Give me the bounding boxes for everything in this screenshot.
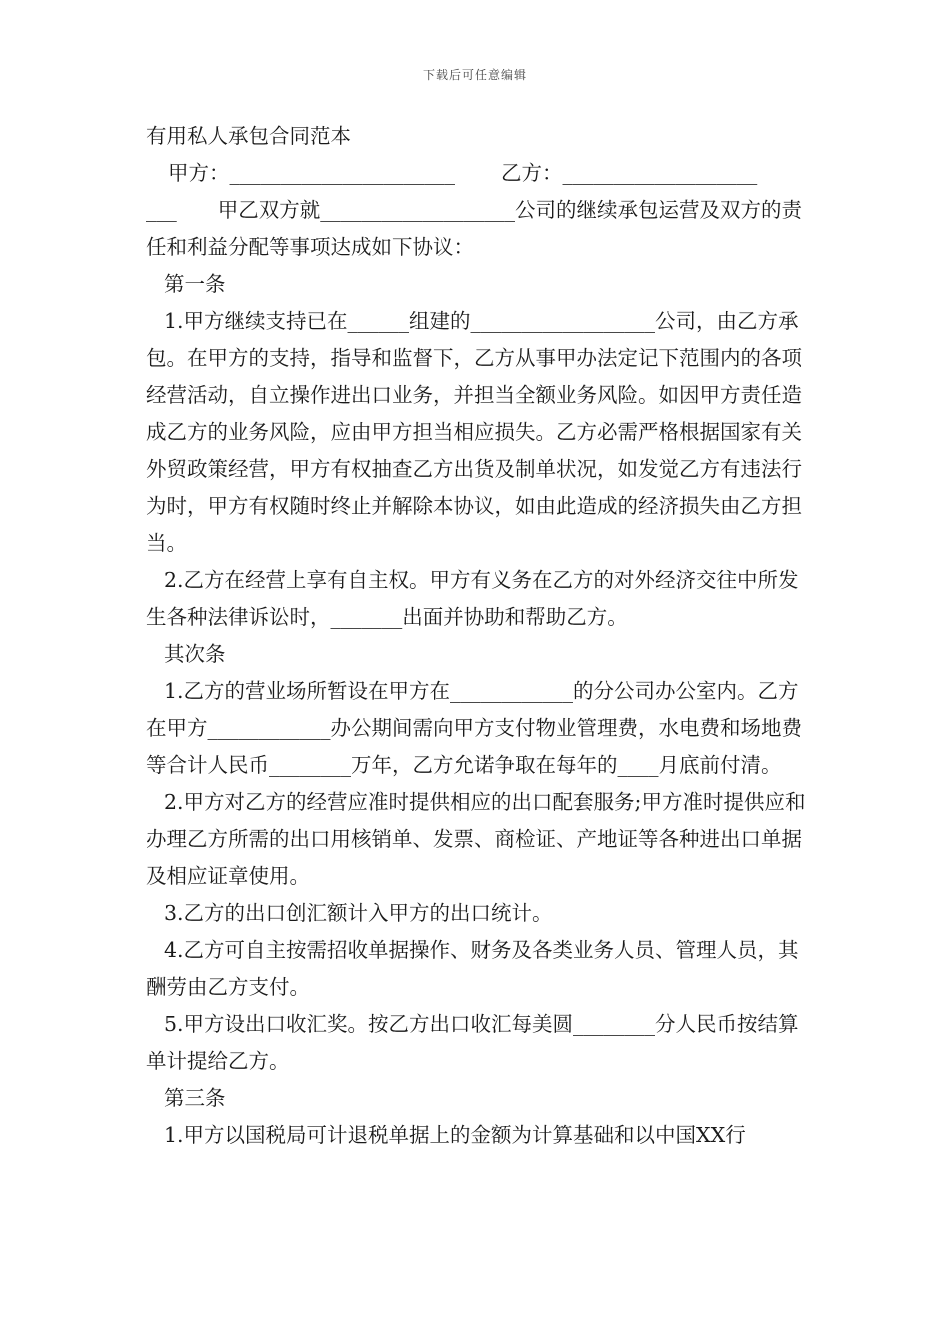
article-2-clause-5: 5.甲方设出口收汇奖。按乙方出口收汇每美圆________分人民币按结算单计提给乙方。 [146,1012,799,1073]
party-line [146,155,810,192]
party-a-field: 甲方：______________________ [168,161,455,185]
article-2-clause-1: 1.乙方的营业场所暂设在甲方在____________的分公司办公室内。乙方在甲方____________办公期间需向甲方支付物业管理费，水电费和场地费等合计人民币________万年，乙方允诺争取在每年的____月底前付清。 [146,679,802,777]
article-1-heading: 第一条 [164,272,226,296]
article-1-clause-2: 2.乙方在经营上享有自主权。甲方有义务在乙方的对外经济交往中所发生各种法律诉讼时，_______出面并协助和帮助乙方。 [146,568,799,629]
article-3-heading: 第三条 [164,1086,226,1110]
page-header-note: 下载后可任意编辑 [422,68,527,82]
article-2-clause-3: 3.乙方的出口创汇额计入甲方的出口统计。 [164,901,553,925]
article-2-heading: 其次条 [164,642,226,666]
document-body [146,118,810,1154]
document-title: 有用私人承包合同范本 [146,124,351,148]
intro-paragraph: ___ 甲乙双方就___________________公司的继续承包运营及双方的责任和利益分配等事项达成如下协议： [146,198,802,259]
article-2-clause-4: 4.乙方可自主按需招收单据操作、财务及各类业务人员、管理人员，其酬劳由乙方支付。 [146,938,799,999]
article-1-clause-1: 1.甲方继续支持已在______组建的__________________公司，由乙方承包。在甲方的支持，指导和监督下，乙方从事甲办法定记下范围内的各项经营活动，自立操作进出口业务，并担当全额业务风险。如因甲方责任造成乙方的业务风险，应由甲方担当相应损失。乙方必需严格根据国家有关外贸政策经营，甲方有权抽查乙方出货及制单状况，如发觉乙方有违法行为时，甲方有权随时终止并解除本协议，如由此造成的经济损失由乙方担当。 [146,309,802,555]
article-3-clause-1: 1.甲方以国税局可计退税单据上的金额为计算基础和以中国XX行 [164,1123,746,1147]
article-2-clause-2: 2.甲方对乙方的经营应准时提供相应的出口配套服务;甲方准时提供应和办理乙方所需的出口用核销单、发票、商检证、产地证等各种进出口单据及相应证章使用。 [146,790,806,888]
party-b-field: 乙方：___________________ [501,161,758,185]
